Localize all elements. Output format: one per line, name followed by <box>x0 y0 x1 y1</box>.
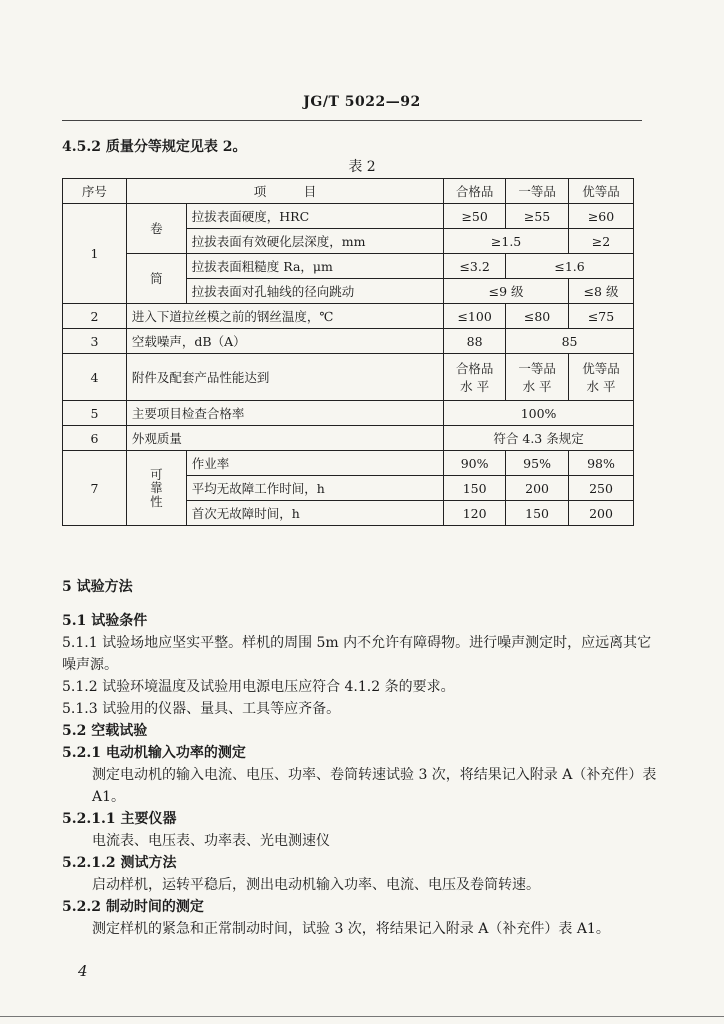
table-row <box>63 329 634 354</box>
value-cell: 90% <box>444 451 506 476</box>
bottom-divider <box>0 1016 724 1017</box>
item-cell: 平均无故障工作时间，h <box>186 476 443 501</box>
table-row <box>63 254 634 279</box>
value-cell: 120 <box>444 501 506 526</box>
row-seq: 1 <box>63 204 127 304</box>
value-cell: ≤75 <box>569 304 634 329</box>
grade-label: 优等品 <box>582 361 620 376</box>
value-cell: 200 <box>506 476 569 501</box>
value-cell: ≥55 <box>506 204 569 229</box>
value-cell: ≥60 <box>569 204 634 229</box>
clause-5-2-1-1: 5.2.1.1 主要仪器 <box>62 811 177 827</box>
row-seq: 3 <box>63 329 127 354</box>
clause-5-2-1-2-body: 启动样机，运转平稳后，测出电动机输入功率、电流、电压及卷筒转速。 <box>92 877 540 893</box>
clause-5-2-2-body: 测定样机的紧急和正常制动时间，试验 3 次，将结果记入附录 A（补充件）表 A1。 <box>92 921 610 937</box>
value-cell: 98% <box>569 451 634 476</box>
value-cell <box>569 354 634 401</box>
item-cell: 拉拔表面有效硬化层深度，mm <box>186 229 443 254</box>
clause-5-1-3: 5.1.3 试验用的仪器、量具、工具等应齐备。 <box>62 701 341 717</box>
value-cell: ≥1.5 <box>444 229 569 254</box>
clause-5-2-1-1-body: 电流表、电压表、功率表、光电测速仪 <box>92 833 330 849</box>
header-item: 项 目 <box>126 179 443 204</box>
value-cell <box>506 354 569 401</box>
clause-5-2-2: 5.2.2 制动时间的测定 <box>62 899 204 915</box>
item-cell: 作业率 <box>186 451 443 476</box>
value-cell: 250 <box>569 476 634 501</box>
value-cell: ≥50 <box>444 204 506 229</box>
row-seq: 7 <box>63 451 127 526</box>
header-seq: 序号 <box>63 179 127 204</box>
table-row <box>63 304 634 329</box>
header-divider <box>62 120 642 121</box>
value-cell: 85 <box>506 329 634 354</box>
value-cell: ≤100 <box>444 304 506 329</box>
table-row <box>63 401 634 426</box>
item-cell: 外观质量 <box>126 426 443 451</box>
item-cell: 进入下道拉丝模之前的钢丝温度，℃ <box>126 304 443 329</box>
grade-level: 水 平 <box>460 379 490 394</box>
row-seq: 6 <box>63 426 127 451</box>
grade-level: 水 平 <box>586 379 616 394</box>
value-cell: ≤3.2 <box>444 254 506 279</box>
header-grade-first: 一等品 <box>506 179 569 204</box>
row-seq: 4 <box>63 354 127 401</box>
group-label-reliability: 可 靠 性 <box>126 451 186 526</box>
value-cell: ≤9 级 <box>444 279 569 304</box>
item-cell: 主要项目检查合格率 <box>126 401 443 426</box>
item-cell: 拉拔表面硬度，HRC <box>186 204 443 229</box>
clause-5-2-1: 5.2.1 电动机输入功率的测定 <box>62 745 246 761</box>
table-row <box>63 451 634 476</box>
section-5-title: 5 试验方法 <box>62 579 133 595</box>
table-row <box>63 354 634 401</box>
header-grade-superior: 优等品 <box>569 179 634 204</box>
item-cell: 附件及配套产品性能达到 <box>126 354 443 401</box>
item-cell: 空载噪声，dB（A） <box>126 329 443 354</box>
value-cell: 95% <box>506 451 569 476</box>
grade-level: 水 平 <box>522 379 552 394</box>
group-label-bottom: 筒 <box>126 254 186 304</box>
value-cell: ≥2 <box>569 229 634 254</box>
clause-5-2: 5.2 空载试验 <box>62 723 148 739</box>
row-seq: 5 <box>63 401 127 426</box>
page-number: 4 <box>78 962 88 980</box>
clause-5-1-1: 5.1.1 试验场地应坚实平整。样机的周围 5m 内不允许有障碍物。进行噪声测定时，应远离其它噪声源。 <box>62 635 652 673</box>
table-caption: 表 2 <box>348 159 376 175</box>
value-cell: 200 <box>569 501 634 526</box>
value-cell: 88 <box>444 329 506 354</box>
item-cell: 拉拔表面粗糙度 Ra，μm <box>186 254 443 279</box>
grade-label: 一等品 <box>518 361 556 376</box>
item-cell: 首次无故障时间，h <box>186 501 443 526</box>
value-cell: 150 <box>444 476 506 501</box>
quality-grade-table <box>62 178 634 526</box>
item-cell: 拉拔表面对孔轴线的径向跳动 <box>186 279 443 304</box>
grade-label: 合格品 <box>455 361 494 376</box>
table-row <box>63 426 634 451</box>
value-cell: ≤8 级 <box>569 279 634 304</box>
clause-5-1-2: 5.1.2 试验环境温度及试验用电源电压应符合 4.1.2 条的要求。 <box>62 679 455 695</box>
header-grade-qualified: 合格品 <box>444 179 506 204</box>
value-cell: 100% <box>444 401 634 426</box>
value-cell: ≤80 <box>506 304 569 329</box>
value-cell: 150 <box>506 501 569 526</box>
group-label-top: 卷 <box>126 204 186 254</box>
value-cell <box>444 354 506 401</box>
clause-5-2-1-2: 5.2.1.2 测试方法 <box>62 855 177 871</box>
clause-5-1: 5.1 试验条件 <box>62 613 148 629</box>
table-row <box>63 204 634 229</box>
value-cell: ≤1.6 <box>506 254 634 279</box>
clause-4-5-2: 4.5.2 质量分等规定见表 2。 <box>62 139 247 155</box>
row-seq: 2 <box>63 304 127 329</box>
clause-5-2-1-body: 测定电动机的输入电流、电压、功率、卷筒转速试验 3 次，将结果记入附录 A（补充件）表 A1。 <box>92 767 657 805</box>
section-5-body <box>62 576 662 940</box>
table-header-row <box>63 179 634 204</box>
standard-number-header: JG/T 5022—92 <box>303 94 421 110</box>
value-cell: 符合 4.3 条规定 <box>444 426 634 451</box>
